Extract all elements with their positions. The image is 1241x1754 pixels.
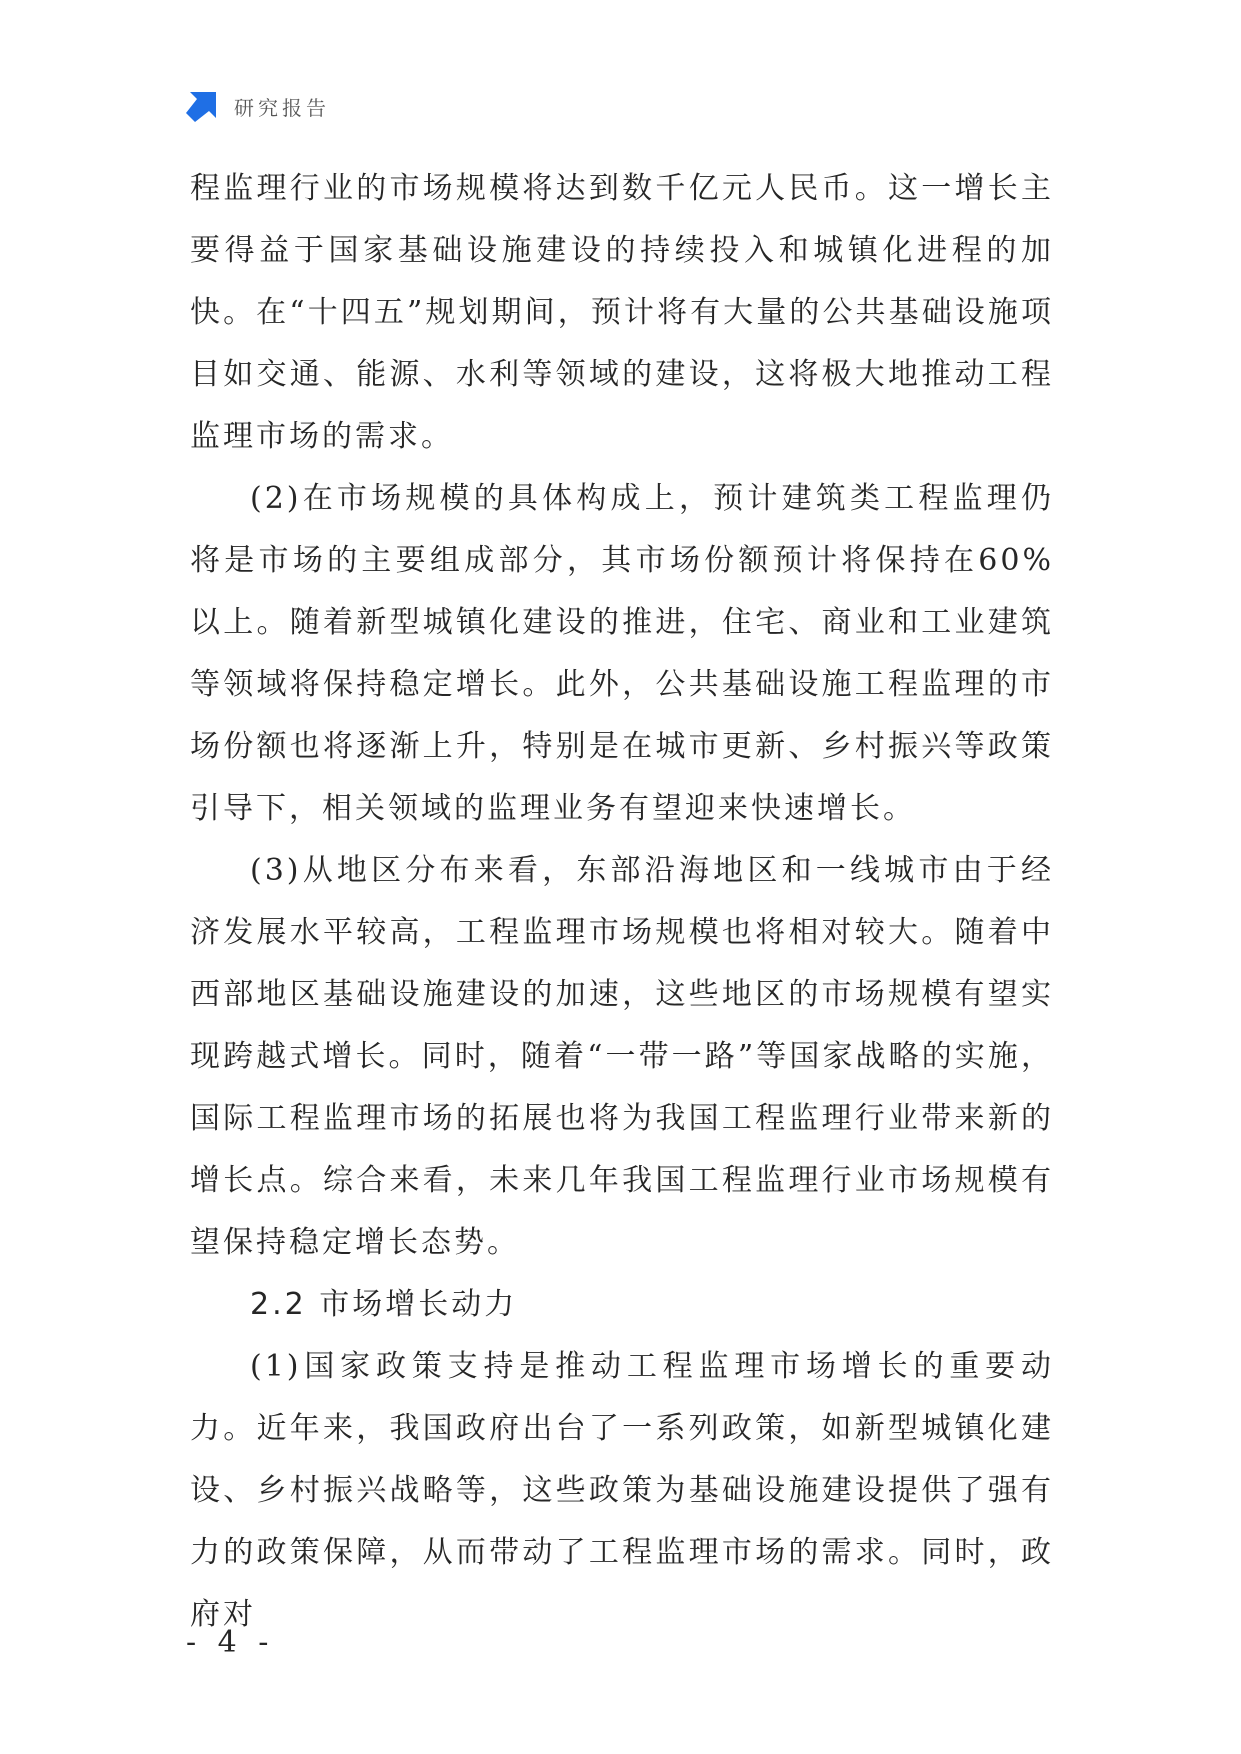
paragraph-continued: 程监理行业的市场规模将达到数千亿元人民币。这一增长主要得益于国家基础设施建设的持续投入和城镇化进程的加快。在“十四五”规划期间，预计将有大量的公共基础设施项目如交通、能源、水利等领域的建设，这将极大地推动工程监理市场的需求。 (190, 171, 1054, 454)
page-header (186, 88, 330, 124)
body-text (190, 158, 1054, 1646)
arrow-logo-icon (186, 90, 218, 122)
page-number: - 4 - (186, 1625, 275, 1660)
section-heading: 2.2 市场增长动力 (250, 1287, 518, 1322)
paragraph-3: (3)从地区分布来看，东部沿海地区和一线城市由于经济发展水平较高，工程监理市场规模也将相对较大。随着中西部地区基础设施建设的加速，这些地区的市场规模有望实现跨越式增长。同时，随着“一带一路”等国家战略的实施，国际工程监理市场的拓展也将为我国工程监理行业带来新的增长点。综合来看，未来几年我国工程监理行业市场规模有望保持稳定增长态势。 (190, 853, 1054, 1260)
header-title: 研究报告 (234, 95, 330, 120)
paragraph-2: (2)在市场规模的具体构成上，预计建筑类工程监理仍将是市场的主要组成部分，其市场份额预计将保持在60%以上。随着新型城镇化建设的推进，住宅、商业和工业建筑等领域将保持稳定增长。此外，公共基础设施工程监理的市场份额也将逐渐上升，特别是在城市更新、乡村振兴等政策引导下，相关领域的监理业务有望迎来快速增长。 (190, 481, 1054, 826)
paragraph-1: (1)国家政策支持是推动工程监理市场增长的重要动力。近年来，我国政府出台了一系列政策，如新型城镇化建设、乡村振兴战略等，这些政策为基础设施建设提供了强有力的政策保障，从而带动了工程监理市场的需求。同时，政府对 (190, 1349, 1054, 1632)
